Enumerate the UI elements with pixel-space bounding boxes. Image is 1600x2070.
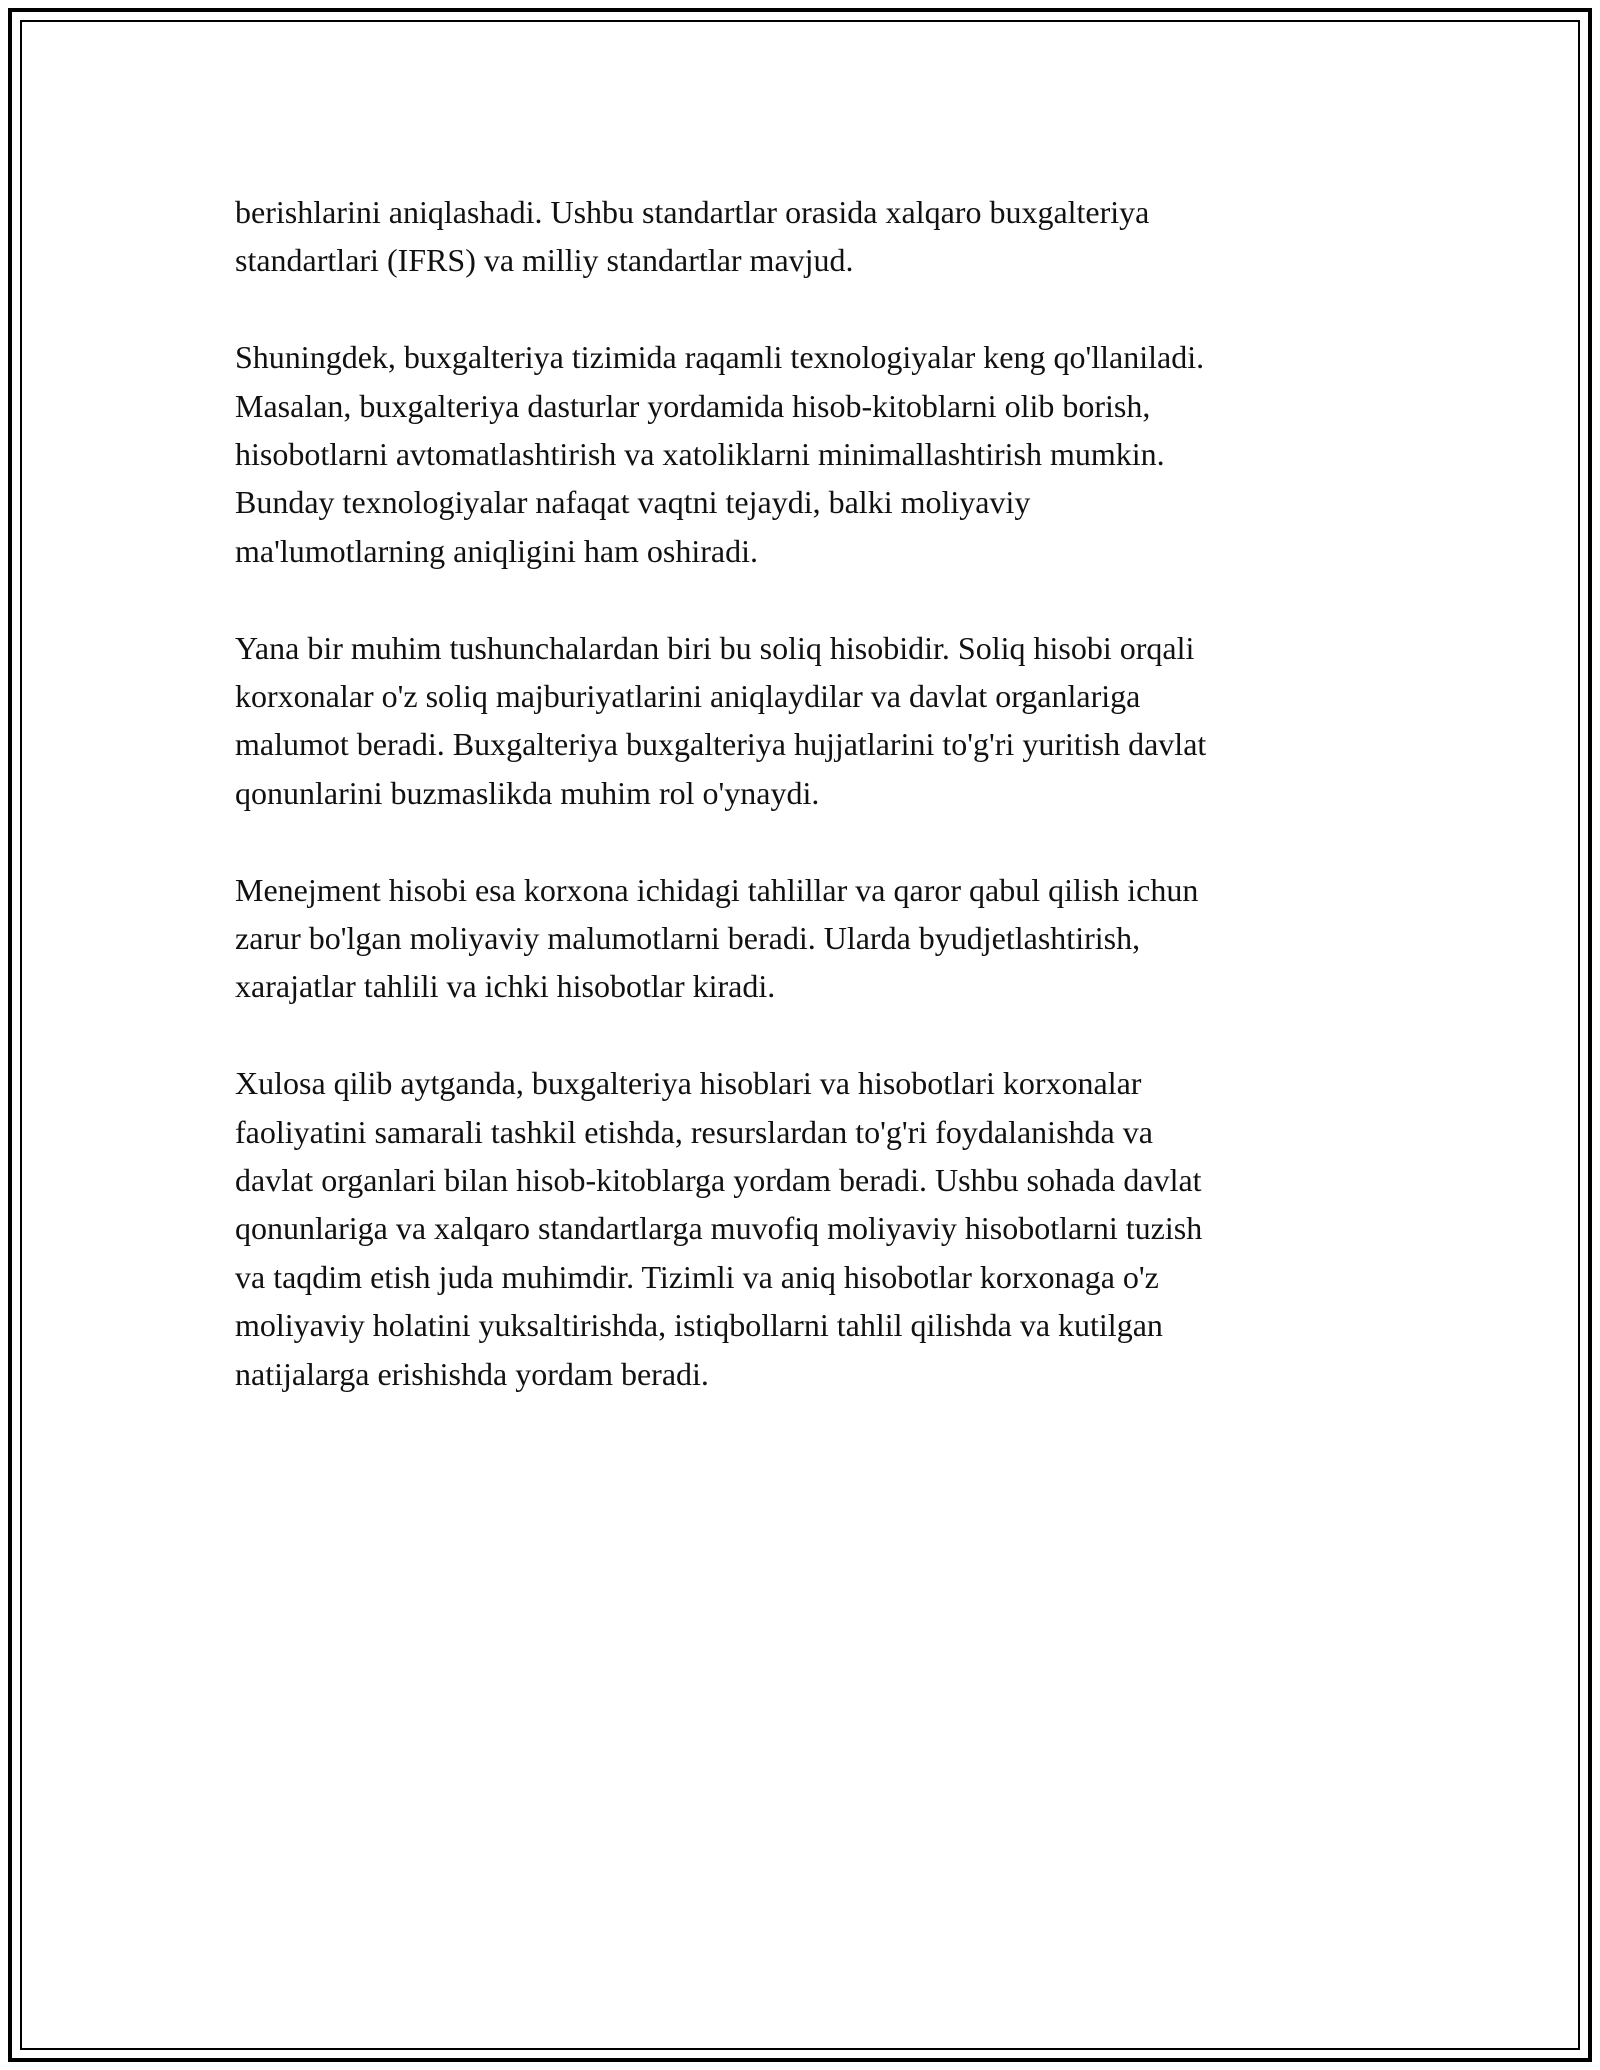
text-line: xarajatlar tahlili va ichki hisobotlar kiradi. (235, 968, 776, 1005)
text-line: qonunlariga va xalqaro standartlarga muvofiq moliyaviy hisobotlarni tuzish (235, 1210, 1203, 1247)
paragraph-tax-accounting (235, 624, 1355, 818)
text-line: va taqdim etish juda muhimdir. Tizimli va aniq hisobotlar korxonaga o'z (235, 1258, 1159, 1295)
paragraph-conclusion (235, 1059, 1355, 1398)
text-line: davlat organlari bilan hisob-kitoblarga yordam beradi. Ushbu sohada davlat (235, 1162, 1202, 1199)
text-line: korxonalar o'z soliq majburiyatlarini aniqlaydilar va davlat organlariga (235, 678, 1141, 715)
text-line: hisobotlarni avtomatlashtirish va xatoliklarni minimallashtirish mumkin. (235, 436, 1165, 473)
text-line: faoliyatini samarali tashkil etishda, resurslardan to'g'ri foydalanishda va (235, 1113, 1153, 1150)
text-line: standartlari (IFRS) va milliy standartlar mavjud. (235, 242, 854, 279)
text-line: ma'lumotlarning aniqligini ham oshiradi. (235, 532, 759, 569)
paragraph-management-accounting (235, 866, 1355, 1011)
document-body (235, 188, 1355, 1446)
text-line: Bunday texnologiyalar nafaqat vaqtni tejaydi, balki moliyaviy (235, 484, 1031, 521)
text-line: Shuningdek, buxgalteriya tizimida raqamli texnologiyalar keng qo'llaniladi. (235, 339, 1205, 376)
paragraph-standards (235, 188, 1355, 285)
text-line: natijalarga erishishda yordam beradi. (235, 1355, 709, 1392)
text-line: Xulosa qilib aytganda, buxgalteriya hisoblari va hisobotlari korxonalar (235, 1065, 1142, 1102)
text-line: Menejment hisobi esa korxona ichidagi tahlillar va qaror qabul qilish ichun (235, 871, 1199, 908)
text-line: Yana bir muhim tushunchalardan biri bu soliq hisobidir. Soliq hisobi orqali (235, 629, 1195, 666)
paragraph-digital-technologies (235, 333, 1355, 575)
text-line: malumot beradi. Buxgalteriya buxgalteriya hujjatlarini to'g'ri yuritish davlat (235, 726, 1207, 763)
text-line: moliyaviy holatini yuksaltirishda, istiqbollarni tahlil qilishda va kutilgan (235, 1307, 1163, 1344)
text-line: Masalan, buxgalteriya dasturlar yordamida hisob-kitoblarni olib borish, (235, 387, 1151, 424)
text-line: berishlarini aniqlashadi. Ushbu standartlar orasida xalqaro buxgalteriya (235, 194, 1150, 230)
text-line: zarur bo'lgan moliyaviy malumotlarni beradi. Ularda byudjetlashtirish, (235, 920, 1141, 957)
text-line: qonunlarini buzmaslikda muhim rol o'ynaydi. (235, 774, 820, 811)
